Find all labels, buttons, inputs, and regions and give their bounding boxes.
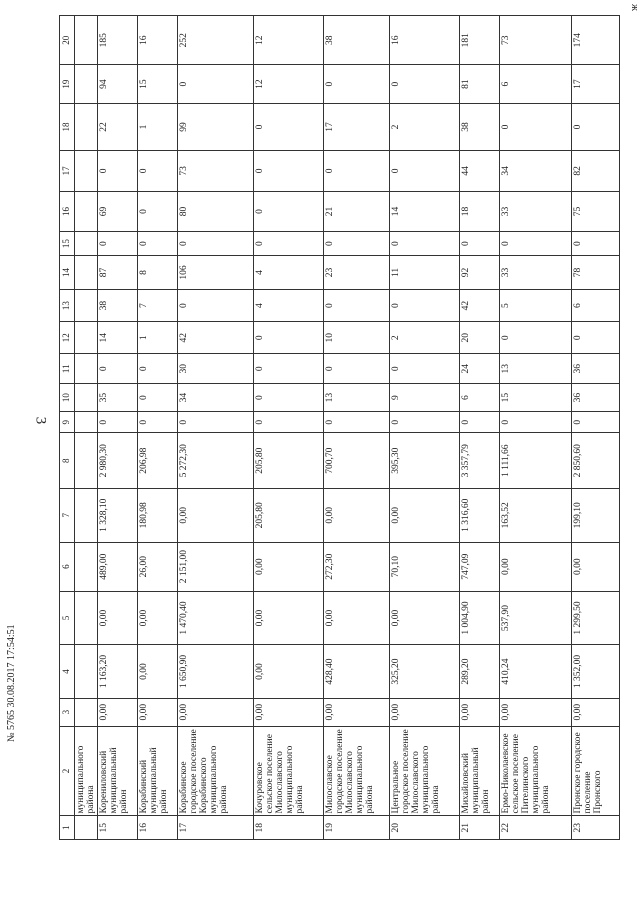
value-cell: 0 — [572, 412, 620, 433]
page-number: 3 — [32, 416, 49, 425]
value-cell: 7 — [138, 290, 178, 322]
column-number-header: 5 — [60, 591, 75, 645]
value-cell: 35 — [98, 384, 138, 412]
value-cell: 1 650,90 — [178, 645, 254, 699]
value-cell: 428,40 — [324, 645, 390, 699]
value-cell: 0 — [254, 232, 324, 256]
value-cell: 11 — [390, 255, 460, 289]
value-cell: 0,00 — [178, 489, 254, 543]
value-cell — [75, 255, 98, 289]
value-cell: 0,00 — [572, 542, 620, 591]
column-number-header: 19 — [60, 65, 75, 104]
value-cell: 73 — [500, 16, 572, 65]
value-cell: 38 — [98, 290, 138, 322]
value-cell — [75, 698, 98, 726]
municipality-name: муниципального района — [75, 726, 98, 816]
value-cell: 12 — [254, 16, 324, 65]
value-cell: 0 — [178, 65, 254, 104]
value-cell: 0,00 — [390, 489, 460, 543]
value-cell: 0 — [572, 103, 620, 150]
table-row — [324, 16, 390, 840]
value-cell: 0 — [254, 150, 324, 191]
value-cell: 0 — [390, 354, 460, 384]
value-cell: 33 — [500, 255, 572, 289]
value-cell: 36 — [572, 384, 620, 412]
row-number: 21 — [460, 816, 500, 840]
value-cell: 1 299,50 — [572, 591, 620, 645]
rotated-table-wrapper — [59, 15, 619, 840]
value-cell: 5 272,30 — [178, 433, 254, 489]
value-cell: 14 — [390, 191, 460, 232]
value-cell: 69 — [98, 191, 138, 232]
value-cell: 0,00 — [324, 489, 390, 543]
value-cell: 80 — [178, 191, 254, 232]
value-cell: 99 — [178, 103, 254, 150]
column-number-header: 15 — [60, 232, 75, 256]
municipality-name: Милославское городское поселение Милославского муниципального района — [324, 726, 390, 816]
value-cell: 2 151,00 — [178, 542, 254, 591]
table-row — [138, 16, 178, 840]
value-cell: 325,20 — [390, 645, 460, 699]
value-cell: 0 — [324, 354, 390, 384]
value-cell: 0,00 — [390, 591, 460, 645]
table-row — [500, 16, 572, 840]
value-cell: 0 — [572, 232, 620, 256]
value-cell — [75, 65, 98, 104]
column-number-header: 2 — [60, 726, 75, 816]
value-cell: 38 — [324, 16, 390, 65]
column-number-header: 11 — [60, 354, 75, 384]
value-cell: 13 — [324, 384, 390, 412]
value-cell: 0 — [572, 322, 620, 354]
value-cell — [75, 232, 98, 256]
value-cell: 8 — [138, 255, 178, 289]
municipality-name: Корабинский муниципальный район — [138, 726, 178, 816]
municipality-name: Корениловский муниципальный район — [98, 726, 138, 816]
row-number: 20 — [390, 816, 460, 840]
municipality-name: Кочуровское сельское поселение Милославского муниципального района — [254, 726, 324, 816]
value-cell: 1 — [138, 103, 178, 150]
value-cell: 0,00 — [254, 542, 324, 591]
value-cell: 44 — [460, 150, 500, 191]
value-cell: 0 — [254, 412, 324, 433]
value-cell: 36 — [572, 354, 620, 384]
value-cell: 73 — [178, 150, 254, 191]
value-cell: 0,00 — [390, 698, 460, 726]
value-cell: 199,10 — [572, 489, 620, 543]
value-cell: 0 — [500, 232, 572, 256]
column-number-header: 6 — [60, 542, 75, 591]
value-cell: 272,30 — [324, 542, 390, 591]
value-cell: 0 — [324, 412, 390, 433]
municipality-name: Михайловский муниципальный район — [460, 726, 500, 816]
value-cell: 0,00 — [572, 698, 620, 726]
column-number-header: 16 — [60, 191, 75, 232]
value-cell: 0 — [390, 290, 460, 322]
value-cell: 0 — [178, 232, 254, 256]
value-cell: 1 004,90 — [460, 591, 500, 645]
table-row — [75, 16, 98, 840]
value-cell: 1 111,66 — [500, 433, 572, 489]
value-cell: 0 — [390, 150, 460, 191]
value-cell: 0 — [138, 384, 178, 412]
value-cell: 0,00 — [178, 698, 254, 726]
value-cell: 0 — [254, 384, 324, 412]
value-cell: 1 470,40 — [178, 591, 254, 645]
value-cell: 33 — [500, 191, 572, 232]
header-row — [60, 16, 75, 840]
value-cell: 12 — [254, 65, 324, 104]
value-cell: 0,00 — [460, 698, 500, 726]
value-cell: 0 — [138, 191, 178, 232]
value-cell: 6 — [500, 65, 572, 104]
value-cell: 17 — [572, 65, 620, 104]
municipality-name: Пронское городское поселение Пронского — [572, 726, 620, 816]
value-cell: 21 — [324, 191, 390, 232]
value-cell: 34 — [178, 384, 254, 412]
value-cell: 2 — [390, 103, 460, 150]
value-cell: 6 — [460, 384, 500, 412]
value-cell: 489,00 — [98, 542, 138, 591]
column-number-header: 13 — [60, 290, 75, 322]
value-cell: 0 — [460, 412, 500, 433]
value-cell: 185 — [98, 16, 138, 65]
value-cell: 0,00 — [254, 645, 324, 699]
value-cell: 75 — [572, 191, 620, 232]
row-number: 17 — [178, 816, 254, 840]
value-cell: 0,00 — [324, 591, 390, 645]
value-cell: 4 — [254, 255, 324, 289]
value-cell: 700,70 — [324, 433, 390, 489]
value-cell: 0 — [98, 232, 138, 256]
row-number: 18 — [254, 816, 324, 840]
value-cell: 181 — [460, 16, 500, 65]
value-cell — [75, 290, 98, 322]
value-cell: 17 — [324, 103, 390, 150]
value-cell: 13 — [500, 354, 572, 384]
value-cell: 92 — [460, 255, 500, 289]
value-cell: 10 — [324, 322, 390, 354]
value-cell — [75, 322, 98, 354]
value-cell — [75, 150, 98, 191]
value-cell: 18 — [460, 191, 500, 232]
value-cell: 0 — [254, 103, 324, 150]
value-cell: 206,98 — [138, 433, 178, 489]
value-cell: 2 980,30 — [98, 433, 138, 489]
value-cell: 395,30 — [390, 433, 460, 489]
value-cell: 82 — [572, 150, 620, 191]
value-cell: 20 — [460, 322, 500, 354]
value-cell: 537,90 — [500, 591, 572, 645]
value-cell: 174 — [572, 16, 620, 65]
column-number-header: 20 — [60, 16, 75, 65]
value-cell: 0 — [254, 191, 324, 232]
column-number-header: 14 — [60, 255, 75, 289]
value-cell: 0,00 — [254, 591, 324, 645]
column-number-header: 8 — [60, 433, 75, 489]
value-cell: 0 — [324, 150, 390, 191]
value-cell: 15 — [138, 65, 178, 104]
value-cell: 0,00 — [138, 645, 178, 699]
value-cell — [75, 103, 98, 150]
value-cell: 0 — [324, 232, 390, 256]
value-cell: 2 — [390, 322, 460, 354]
value-cell: 1 316,60 — [460, 489, 500, 543]
value-cell — [75, 591, 98, 645]
value-cell — [75, 489, 98, 543]
value-cell: 0 — [460, 232, 500, 256]
value-cell: 30 — [178, 354, 254, 384]
column-number-header: 17 — [60, 150, 75, 191]
column-number-header: 7 — [60, 489, 75, 543]
value-cell: 5 — [500, 290, 572, 322]
table-row — [98, 16, 138, 840]
value-cell: 42 — [460, 290, 500, 322]
value-cell: 0,00 — [98, 698, 138, 726]
row-number: 23 — [572, 816, 620, 840]
municipality-name: Корабинское городское поселение Корабинского муниципального района — [178, 726, 254, 816]
value-cell: 0 — [324, 65, 390, 104]
value-cell: 22 — [98, 103, 138, 150]
value-cell — [75, 645, 98, 699]
value-cell — [75, 412, 98, 433]
value-cell: 252 — [178, 16, 254, 65]
table-row — [390, 16, 460, 840]
column-number-header: 4 — [60, 645, 75, 699]
value-cell: 0,00 — [500, 542, 572, 591]
value-cell: 9 — [390, 384, 460, 412]
column-number-header: 18 — [60, 103, 75, 150]
value-cell: 410,24 — [500, 645, 572, 699]
table-row — [254, 16, 324, 840]
value-cell: 81 — [460, 65, 500, 104]
value-cell: 1 352,00 — [572, 645, 620, 699]
column-number-header: 9 — [60, 412, 75, 433]
value-cell: 0,00 — [254, 698, 324, 726]
column-number-header: 10 — [60, 384, 75, 412]
value-cell: 106 — [178, 255, 254, 289]
value-cell: 0 — [390, 412, 460, 433]
value-cell: 0 — [254, 354, 324, 384]
value-cell: 3 357,79 — [460, 433, 500, 489]
value-cell: 0,00 — [500, 698, 572, 726]
table-row — [178, 16, 254, 840]
value-cell: 0,00 — [324, 698, 390, 726]
value-cell: 205,80 — [254, 433, 324, 489]
value-cell: 87 — [98, 255, 138, 289]
value-cell: 163,52 — [500, 489, 572, 543]
value-cell: 0 — [500, 412, 572, 433]
row-number: 22 — [500, 816, 572, 840]
value-cell: 15 — [500, 384, 572, 412]
value-cell: 0,00 — [98, 591, 138, 645]
value-cell: 26,00 — [138, 542, 178, 591]
document-registration-stamp: № 5765 30.08.2017 17:54:51 — [6, 624, 17, 742]
row-number — [75, 816, 98, 840]
value-cell: 42 — [178, 322, 254, 354]
value-cell: 70,10 — [390, 542, 460, 591]
value-cell: 1 163,20 — [98, 645, 138, 699]
value-cell — [75, 354, 98, 384]
value-cell: 0 — [98, 354, 138, 384]
value-cell: 0 — [390, 65, 460, 104]
value-cell — [75, 542, 98, 591]
municipality-name: Центральное городское поселение Милославского муниципального района — [390, 726, 460, 816]
column-number-header: 3 — [60, 698, 75, 726]
value-cell: 0,00 — [138, 698, 178, 726]
value-cell — [75, 384, 98, 412]
corner-mark: ж — [629, 4, 640, 11]
row-number: 19 — [324, 816, 390, 840]
value-cell: 0,00 — [138, 591, 178, 645]
value-cell: 38 — [460, 103, 500, 150]
value-cell: 0 — [138, 412, 178, 433]
value-cell: 0 — [138, 150, 178, 191]
value-cell: 16 — [390, 16, 460, 65]
row-number: 16 — [138, 816, 178, 840]
value-cell: 0 — [324, 290, 390, 322]
value-cell: 4 — [254, 290, 324, 322]
value-cell: 747,09 — [460, 542, 500, 591]
value-cell: 14 — [98, 322, 138, 354]
value-cell: 0 — [138, 354, 178, 384]
value-cell — [75, 16, 98, 65]
value-cell: 1 — [138, 322, 178, 354]
value-cell: 0 — [254, 322, 324, 354]
value-cell: 6 — [572, 290, 620, 322]
table-row — [572, 16, 620, 840]
value-cell: 289,20 — [460, 645, 500, 699]
value-cell: 78 — [572, 255, 620, 289]
value-cell: 34 — [500, 150, 572, 191]
value-cell: 0 — [138, 232, 178, 256]
value-cell: 0 — [390, 232, 460, 256]
value-cell: 0 — [500, 322, 572, 354]
data-table — [59, 15, 620, 840]
row-number: 15 — [98, 816, 138, 840]
value-cell: 0 — [500, 103, 572, 150]
value-cell: 0 — [178, 290, 254, 322]
value-cell: 23 — [324, 255, 390, 289]
value-cell: 0 — [98, 150, 138, 191]
value-cell: 94 — [98, 65, 138, 104]
value-cell — [75, 433, 98, 489]
column-number-header: 12 — [60, 322, 75, 354]
value-cell: 16 — [138, 16, 178, 65]
table-row — [460, 16, 500, 840]
value-cell — [75, 191, 98, 232]
value-cell: 0 — [98, 412, 138, 433]
value-cell: 1 328,10 — [98, 489, 138, 543]
value-cell: 2 850,60 — [572, 433, 620, 489]
value-cell: 0 — [178, 412, 254, 433]
column-number-header: 1 — [60, 816, 75, 840]
value-cell: 24 — [460, 354, 500, 384]
value-cell: 180,98 — [138, 489, 178, 543]
municipality-name: Ермо-Николаевское сельское поселение Пителинского муниципального района — [500, 726, 572, 816]
value-cell: 205,80 — [254, 489, 324, 543]
